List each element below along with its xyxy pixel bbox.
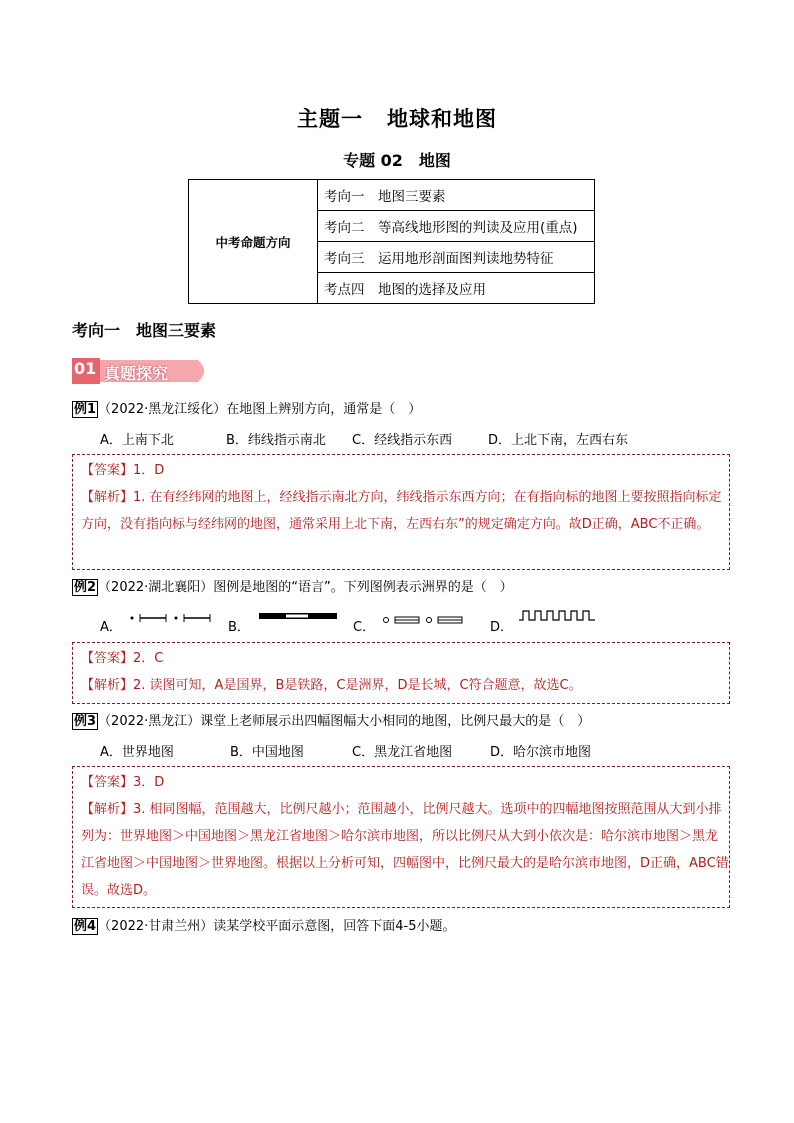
question-3 [72, 710, 590, 729]
answer-tag: 【答案】 [81, 775, 134, 790]
answer-box-2 [72, 642, 730, 704]
question-1-options [100, 429, 628, 448]
option: D．哈尔滨市地图 [490, 745, 592, 760]
option: A． [100, 620, 122, 635]
banner-text: 真题探究 [104, 364, 169, 383]
option: D． [490, 620, 514, 635]
question-4 [72, 915, 456, 934]
option: D．上北下南，左西右东 [488, 433, 629, 448]
section-banner [70, 356, 210, 386]
option: B． [228, 620, 250, 635]
direction-item: 考向一 地图三要素 [318, 180, 595, 211]
option: B．纬线指示南北 [226, 433, 326, 448]
question-2 [72, 576, 513, 595]
analysis-text: 2. 读图可知，A是国界，B是铁路，C是洲界，D是长城，C符合题意，故选C。 [133, 678, 582, 693]
answer-box-3 [72, 766, 730, 908]
banner-number: 01 [74, 359, 97, 378]
question-label: 例3 [74, 714, 97, 729]
directions-head: 中考命题方向 [189, 180, 318, 304]
directions-table [188, 179, 595, 304]
answer-tag: 【答案】 [81, 651, 134, 666]
question-label: 例1 [74, 402, 97, 417]
analysis-tag: 【解析】 [81, 802, 134, 817]
question-label: 例2 [74, 580, 97, 595]
national-border-symbol [128, 612, 218, 624]
page-title [0, 103, 794, 133]
section-title: 考向一 地图三要素 [72, 321, 217, 340]
great-wall-symbol [518, 608, 598, 622]
option: C．经线指示东西 [352, 433, 453, 448]
answer-tag: 【答案】 [81, 463, 134, 478]
question-text: （2022·湖北襄阳）图例是地图的“语言”。下列图例表示洲界的是（ ） [98, 580, 513, 595]
answer-value: 3．D [133, 775, 165, 790]
title-part-2: 地球和地图 [387, 107, 497, 131]
answer-box-1 [72, 454, 730, 570]
question-text: （2022·黑龙江）课堂上老师展示出四幅图幅大小相同的地图，比例尺最大的是（ ） [98, 714, 591, 729]
option: C．黑龙江省地图 [352, 745, 453, 760]
direction-item: 考向二 等高线地形图的判读及应用(重点) [318, 211, 595, 242]
direction-item: 考向三 运用地形剖面图判读地势特征 [318, 242, 595, 273]
answer-value: 1．D [133, 463, 165, 478]
option: A．世界地图 [100, 745, 174, 760]
answer-value: 2．C [133, 651, 164, 666]
question-label: 例4 [74, 919, 97, 934]
option: B．中国地图 [230, 745, 304, 760]
question-1 [72, 398, 421, 417]
option: A．上南下北 [100, 433, 174, 448]
question-text: （2022·甘肃兰州）读某学校平面示意图，回答下面4-5小题。 [98, 919, 456, 934]
analysis-text: 3. 相同图幅，范围越大，比例尺越小；范围越小，比例尺越大。选项中的四幅地图按照范围从大到小排列为：世界地图＞中国地图＞黑龙江省地图＞哈尔滨市地图，所以比例尺从大到小依次是：哈尔滨市地图＞黑龙江省地图＞中国地图＞世界地图。根据以上分析可知，四幅图中，比例尺最大的是哈尔滨市地图，D正确，ABC错误。故选D。 [81, 802, 729, 898]
question-text: （2022·黑龙江绥化）在地图上辨别方向，通常是（ ） [98, 402, 422, 417]
option: C． [353, 620, 376, 635]
analysis-tag: 【解析】 [81, 678, 134, 693]
title-part-1: 主题一 [297, 107, 363, 131]
direction-item: 考点四 地图的选择及应用 [318, 273, 595, 304]
question-3-options [100, 741, 591, 760]
analysis-tag: 【解析】 [81, 490, 134, 505]
continent-boundary-symbol [382, 614, 468, 626]
analysis-text: 1. 在有经纬网的地图上，经线指示南北方向，纬线指示东西方向；在有指向标的地图上要按照指向标定方向，没有指向标与经纬网的地图，通常采用上北下南，左西右东”的规定确定方向。故D正确，ABC不正确。 [81, 490, 722, 532]
railway-symbol [258, 612, 340, 622]
page-subtitle: 专题 02 地图 [343, 151, 451, 170]
